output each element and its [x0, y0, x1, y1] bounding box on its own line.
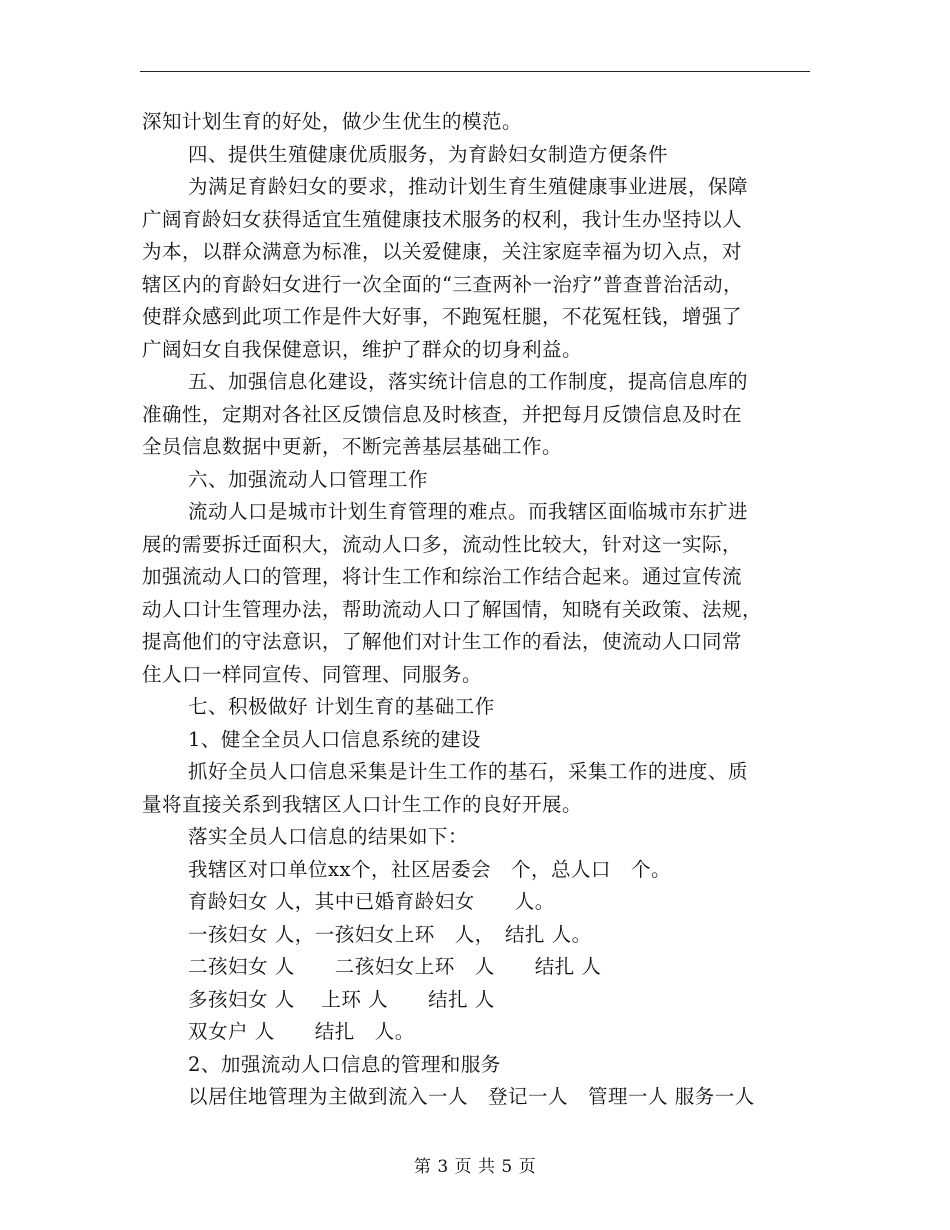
text-line: 2、加强流动人口信息的管理和服务: [188, 1052, 501, 1076]
text-line: 双女户 人 结扎 人。: [188, 1020, 415, 1043]
text-line: 五、加强信息化建设，落实统计信息的工作制度，提高信息库的: [188, 370, 749, 393]
text-line: 四、提供生殖健康优质服务，为育龄妇女制造方便条件: [188, 142, 669, 166]
text-line: 辖区内的育龄妇女进行一次全面的“三查两补一治疗”普查普治活动，: [142, 272, 743, 296]
text-line: 六、加强流动人口管理工作: [188, 467, 429, 491]
text-line: 加强流动人口的管理，将计生工作和综治工作结合起来。通过宣传流: [142, 565, 743, 588]
text-line: 广阔育龄妇女获得适宜生殖健康技术服务的权利，我计生办坚持以人: [142, 207, 743, 231]
text-line: 深知计划生育的好处，做少生优生的模范。: [142, 110, 523, 133]
text-line: 以居住地管理为主做到流入一人 登记一人 管理一人 服务一人: [188, 1085, 755, 1108]
text-line: 多孩妇女 人 上环 人 结扎 人: [188, 987, 495, 1011]
text-line: 提高他们的守法意识，了解他们对计生工作的看法，使流动人口同常: [142, 630, 743, 653]
text-line: 为本，以群众满意为标准，以关爱健康，关注家庭幸福为切入点，对: [142, 240, 743, 263]
text-line: 一孩妇女 人，一孩妇女上环 人， 结扎 人。: [188, 922, 592, 946]
text-line: 为满足育龄妇女的要求，推动计划生育生殖健康事业进展，保障: [188, 175, 749, 198]
text-line: 准确性，定期对各社区反馈信息及时核查，并把每月反馈信息及时在: [142, 402, 743, 426]
text-line: 展的需要拆迁面积大，流动人口多，流动性比较大，针对这一实际，: [142, 532, 743, 556]
text-line: 抓好全员人口信息采集是计生工作的基石，采集工作的进度、质: [188, 760, 749, 783]
text-line: 落实全员人口信息的结果如下：: [188, 825, 469, 848]
text-line: 住人口一样同宣传、同管理、同服务。: [142, 662, 483, 686]
text-line: 广阔妇女自我保健意识，维护了群众的切身利益。: [142, 337, 583, 361]
text-line: 1、健全全员人口信息系统的建设: [188, 727, 481, 751]
page-number-footer: 第 3 页 共 5 页: [413, 1157, 537, 1177]
text-line: 使群众感到此项工作是件大好事，不跑冤枉腿，不花冤枉钱，增强了: [142, 305, 743, 328]
text-line: 量将直接关系到我辖区人口计生工作的良好开展。: [142, 792, 583, 816]
text-line: 我辖区对口单位xx个，社区居委会 个，总人口 个。: [188, 857, 671, 881]
text-line: 七、积极做好 计划生育的基础工作: [188, 695, 495, 718]
text-line: 全员信息数据中更新，不断完善基层基础工作。: [142, 435, 563, 458]
header-rule: [140, 71, 810, 72]
text-line: 二孩妇女 人 二孩妇女上环 人 结扎 人: [188, 955, 602, 978]
document-body: [142, 106, 822, 1114]
text-line: 动人口计生管理办法，帮助流动人口了解国情，知晓有关政策、法规，: [142, 597, 763, 621]
text-line: 流动人口是城市计划生育管理的难点。而我辖区面临城市东扩进: [188, 500, 749, 523]
text-line: 育龄妇女 人，其中已婚育龄妇女 人。: [188, 890, 555, 913]
